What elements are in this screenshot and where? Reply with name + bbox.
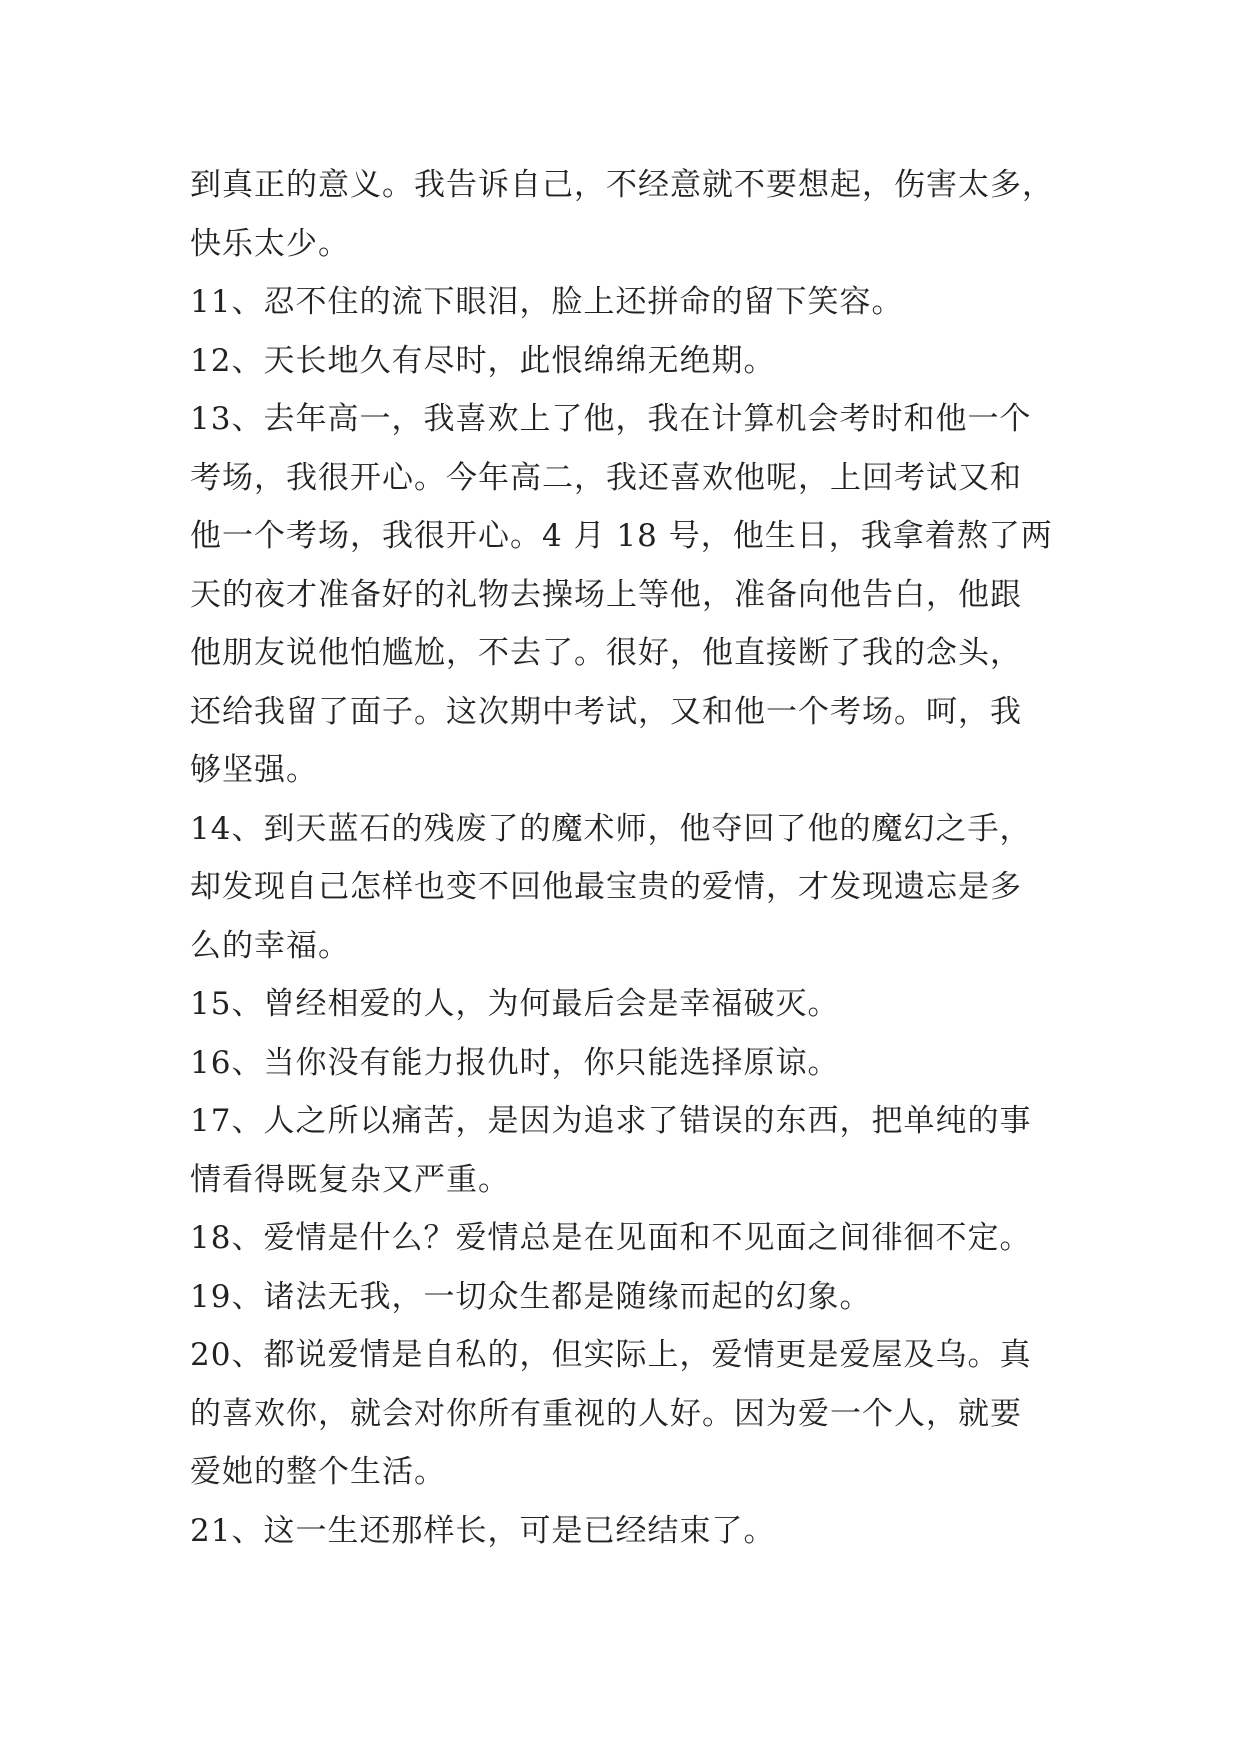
list-item-20: 20、都说爱情是自私的，但实际上，爱情更是爱屋及乌。真 的喜欢你，就会对你所有重视的人好。因为爱一个人，就要 爱她的整个生活。 <box>190 1337 1032 1490</box>
list-item-18: 18、爱情是什么？爱情总是在见面和不见面之间徘徊不定。 <box>190 1220 1032 1256</box>
list-item-15: 15、曾经相爱的人，为何最后会是幸福破灭。 <box>190 986 840 1022</box>
paragraph-continuation: 到真正的意义。我告诉自己，不经意就不要想起，伤害太多， 快乐太少。 <box>190 167 1054 262</box>
list-item-11: 11、忍不住的流下眼泪，脸上还拼命的留下笑容。 <box>190 284 904 320</box>
list-item-21: 21、这一生还那样长，可是已经结束了。 <box>190 1512 776 1549</box>
list-item-16: 16、当你没有能力报仇时，你只能选择原谅。 <box>190 1044 840 1081</box>
list-item-14: 14、到天蓝石的残废了的魔术师，他夺回了他的魔幻之手， 却发现自己怎样也变不回他最宝贵的爱情，才发现遗忘是多 么的幸福。 <box>190 810 1032 964</box>
list-item-13: 13、去年高一，我喜欢上了他，我在计算机会考时和他一个 考场，我很开心。今年高二，我还喜欢他呢，上回考试又和 他一个考场，我很开心。4 月 18 号，他生日，我拿着熬了两 天的夜才准备好的礼物去操场上等他，准备向他告白，他跟 他朋友说他怕尴尬，不去了。很好，他直接断了我的念头， 还给我留了面子。这次期中考试，又和他一个考场。呵，我 够坚强。 <box>190 401 1053 788</box>
list-item-12: 12、天长地久有尽时，此恨绵绵无绝期。 <box>190 342 776 379</box>
list-item-19: 19、诸法无我，一切众生都是随缘而起的幻象。 <box>190 1278 872 1315</box>
list-item-17: 17、人之所以痛苦，是因为追求了错误的东西，把单纯的事 情看得既复杂又严重。 <box>190 1103 1032 1198</box>
document-body <box>190 156 1070 1560</box>
